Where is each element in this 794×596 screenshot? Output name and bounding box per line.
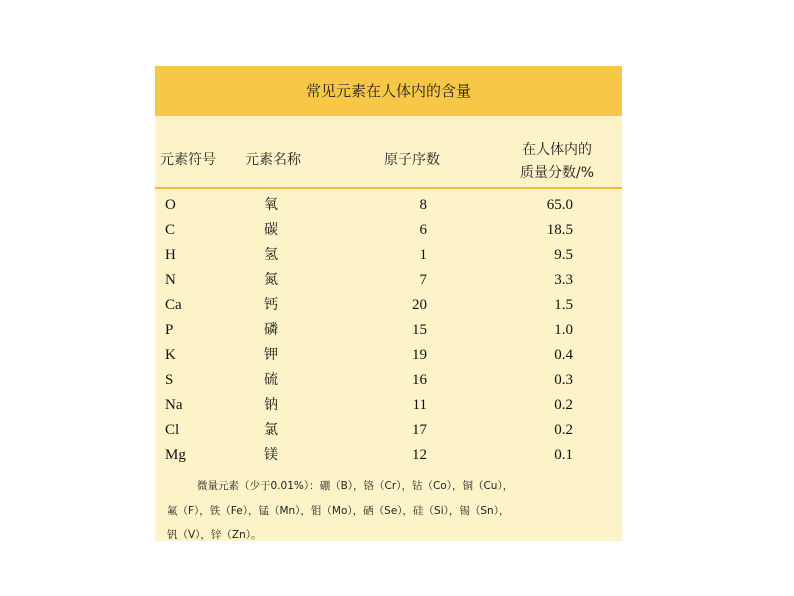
element-content-table — [155, 66, 622, 541]
mass-fraction: 0.2 — [554, 397, 573, 413]
element-name: 钙 — [264, 297, 278, 313]
atomic-number: 15 — [412, 322, 427, 338]
footnote-line-3: 钒（V），锌（Zn）。 — [167, 529, 262, 541]
atomic-number: 12 — [412, 447, 427, 463]
mass-fraction: 65.0 — [546, 197, 573, 213]
header-symbol: 元素符号 — [160, 152, 216, 168]
element-symbol: N — [165, 272, 176, 288]
atomic-number: 11 — [412, 397, 427, 413]
table-row — [155, 343, 622, 368]
element-symbol: H — [165, 247, 176, 263]
element-symbol: Mg — [165, 447, 186, 463]
header-name: 元素名称 — [245, 152, 301, 168]
table-row — [155, 193, 622, 218]
element-symbol: O — [165, 197, 176, 213]
element-name: 钠 — [264, 397, 278, 413]
footnote-line-2: 氟（F），铁（Fe），锰（Mn），钼（Mo），硒（Se），硅（Si），锡（Sn）， — [167, 505, 510, 517]
element-name: 硫 — [264, 372, 278, 388]
mass-fraction: 0.3 — [554, 372, 573, 388]
table-row — [155, 243, 622, 268]
element-name: 碳 — [264, 222, 278, 238]
header-mass-fraction-line2: 质量分数/% — [520, 165, 595, 181]
element-symbol: Ca — [165, 297, 182, 313]
mass-fraction: 1.5 — [554, 297, 573, 313]
table-row — [155, 443, 622, 468]
footnote-line-1: 微量元素（少于0.01%）：硼（B），铬（Cr），钴（Co），铜（Cu）， — [197, 480, 514, 492]
element-name: 氢 — [264, 247, 278, 263]
table-title: 常见元素在人体内的含量 — [305, 82, 471, 100]
mass-fraction: 9.5 — [554, 247, 573, 263]
mass-fraction: 0.4 — [554, 347, 573, 363]
table-row — [155, 218, 622, 243]
table-row — [155, 293, 622, 318]
mass-fraction: 1.0 — [554, 322, 573, 338]
element-name: 钾 — [264, 347, 278, 363]
element-symbol: Cl — [165, 422, 180, 438]
mass-fraction: 0.1 — [554, 447, 573, 463]
atomic-number: 17 — [412, 422, 427, 438]
element-name: 氮 — [264, 272, 278, 288]
atomic-number: 1 — [419, 247, 427, 263]
table-row — [155, 393, 622, 418]
element-symbol: C — [165, 222, 176, 238]
table-row — [155, 268, 622, 293]
atomic-number: 20 — [412, 297, 427, 313]
table-row — [155, 368, 622, 393]
atomic-number: 19 — [412, 347, 427, 363]
table-row — [155, 318, 622, 343]
element-name: 氯 — [264, 422, 278, 438]
element-name: 镁 — [264, 447, 278, 463]
element-symbol: P — [165, 322, 174, 338]
header-mass-fraction-line1: 在人体内的 — [522, 142, 592, 158]
mass-fraction: 18.5 — [546, 222, 573, 238]
mass-fraction: 0.2 — [554, 422, 573, 438]
atomic-number: 16 — [412, 372, 427, 388]
element-symbol: S — [165, 372, 174, 388]
element-name: 氧 — [264, 197, 278, 213]
atomic-number: 8 — [419, 197, 427, 213]
header-atomic-number: 原子序数 — [384, 152, 440, 168]
element-name: 磷 — [264, 322, 278, 338]
element-symbol: Na — [165, 397, 183, 413]
element-symbol: K — [165, 347, 176, 363]
header-divider — [155, 187, 622, 189]
mass-fraction: 3.3 — [554, 272, 573, 288]
atomic-number: 6 — [419, 222, 427, 238]
table-row — [155, 418, 622, 443]
atomic-number: 7 — [419, 272, 427, 288]
title-bar — [155, 66, 622, 116]
